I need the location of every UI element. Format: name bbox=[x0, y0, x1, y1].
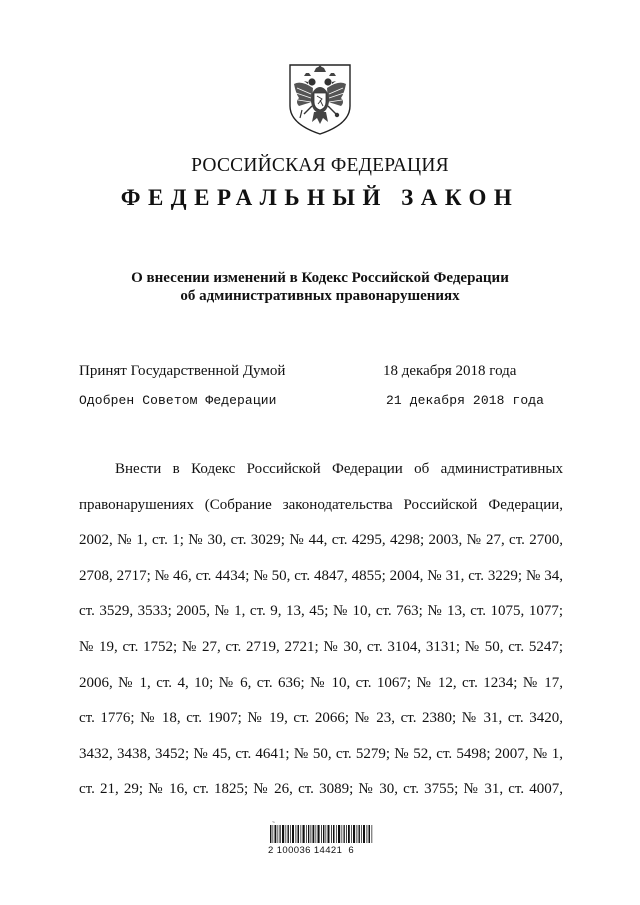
law-title bbox=[0, 269, 640, 305]
document-type-heading: ФЕДЕРАЛЬНЫЙ ЗАКОН bbox=[120, 185, 520, 210]
body-line: 2002, № 1, ст. 1; № 30, ст. 3029; № 44, ст. 4295, 4298; 2003, № 27, ст. 2700, bbox=[79, 532, 563, 549]
body-line: ст. 21, 29; № 16, ст. 1825; № 26, ст. 3089; № 30, ст. 3755; № 31, ст. 4007, bbox=[79, 781, 563, 798]
body-line: Внести в Кодекс Российской Федерации об административных bbox=[115, 461, 563, 477]
barcode-number: 2 100036 14421 6 bbox=[268, 845, 355, 856]
body-line: ст. 3529, 3533; 2005, № 1, ст. 9, 13, 45; № 10, ст. 763; № 13, ст. 1075, 1077; bbox=[79, 603, 563, 620]
svg-text:~: ~ bbox=[272, 820, 275, 826]
law-title-line-1: О внесении изменений в Кодекс Российской Федерации bbox=[131, 270, 509, 286]
country-heading: РОССИЙСКАЯ ФЕДЕРАЦИЯ bbox=[191, 155, 449, 176]
law-title-line-2: об административных правонарушениях bbox=[180, 288, 460, 304]
body-line: 2708, 2717; № 46, ст. 4434; № 50, ст. 4847, 4855; 2004, № 31, ст. 3229; № 34, bbox=[79, 567, 563, 584]
body-line: 2006, № 1, ст. 4, 10; № 6, ст. 636; № 10, ст. 1067; № 12, ст. 1234; № 17, bbox=[79, 674, 563, 691]
body-line: 3432, 3438, 3452; № 45, ст. 4641; № 50, ст. 5279; № 52, ст. 5498; 2007, № 1, bbox=[79, 745, 563, 762]
body-line: ст. 1776; № 18, ст. 1907; № 19, ст. 2066; № 23, ст. 2380; № 31, ст. 3420, bbox=[79, 710, 563, 727]
body-line: правонарушениях (Собрание законодательства Российской Федерации, bbox=[79, 496, 563, 513]
council-approval-label: Одобрен Советом Федерации bbox=[79, 393, 277, 408]
council-approval-date: 21 декабря 2018 года bbox=[386, 393, 545, 408]
duma-adoption-date: 18 декабря 2018 года bbox=[383, 363, 517, 379]
law-body-text bbox=[79, 459, 563, 815]
body-line: № 19, ст. 1752; № 27, ст. 2719, 2721; № 30, ст. 3104, 3131; № 50, ст. 5247; bbox=[79, 638, 563, 655]
duma-adoption-label: Принят Государственной Думой bbox=[79, 363, 286, 379]
state-emblem bbox=[287, 62, 353, 136]
